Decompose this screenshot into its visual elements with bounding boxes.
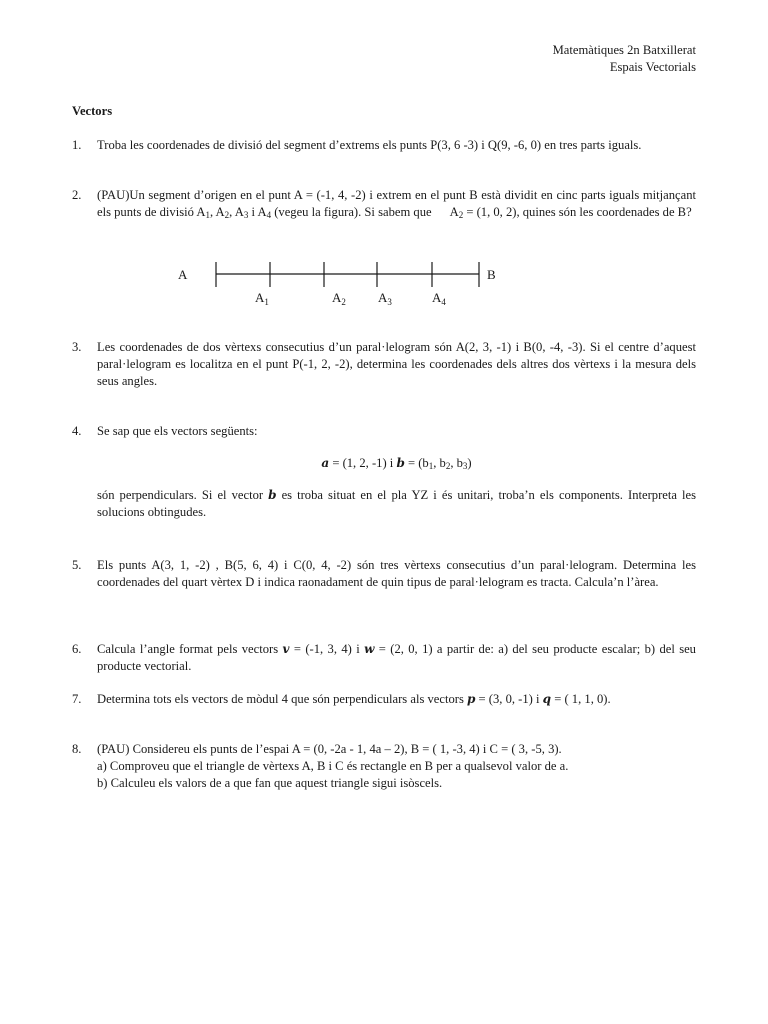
problem-2 bbox=[72, 187, 696, 221]
vector-b: b bbox=[396, 456, 405, 470]
label-A4: $A_4$ bbox=[432, 290, 446, 307]
label-A1: $A_1$ bbox=[255, 290, 269, 307]
part-a: a) Comproveu que el triangle de vèrtexs A, B i C és rectangle en B per a qualsevol valor de a. bbox=[97, 759, 569, 773]
section-title: Vectors bbox=[72, 104, 113, 118]
problem-number: 1. bbox=[72, 138, 82, 152]
problem-text: són perpendiculars. Si el vector b es troba situat en el pla YZ i és unitari, troba’n els components. Interpreta les solucions obtingudes. bbox=[97, 488, 697, 519]
problem-1 bbox=[72, 137, 696, 154]
vector-q: q bbox=[542, 692, 552, 706]
problem-text: Troba les coordenades de divisió del segment d’extrems els punts P(3, 6 -3) i Q(9, -6, 0) en tres parts iguals. bbox=[97, 138, 642, 152]
problem-text: Els punts A(3, 1, -2) , B(5, 6, 4) i C(0, 4, -2) són tres vèrtexs consecutius d’un paral·lelogram. Determina les coordenades del quart vèrtex D i indica raonadament de quin tipus de paral·lelogram es tracta. Calcula’n l’àrea. bbox=[97, 558, 696, 589]
problem-3 bbox=[72, 339, 696, 390]
problem-text: (PAU)Un segment d’origen en el punt A = (-1, 4, -2) i extrem en el punt B està dividit en cinc parts iguals mitjançant els punts de divisió $A_1$, $A_2$, $A_3$ i $A_4$ (vegeu la figura). Si sabem que $A_2 = (1$, 0, 2), quines són les coordenades de B? bbox=[97, 188, 696, 220]
vector-p: p bbox=[467, 692, 476, 706]
problem-number: 4. bbox=[72, 424, 82, 438]
problem-number: 6. bbox=[72, 642, 82, 656]
vector-w: w bbox=[364, 642, 375, 656]
segment-division-figure bbox=[170, 255, 510, 315]
problem-number: 8. bbox=[72, 742, 82, 756]
problem-intro: Se sap que els vectors següents: bbox=[97, 424, 258, 438]
problem-number: 2. bbox=[72, 188, 82, 202]
page-header bbox=[553, 42, 696, 76]
unit-title: Espais Vectorials bbox=[609, 60, 696, 74]
vector-v: v bbox=[282, 642, 290, 656]
problem-number: 3. bbox=[72, 340, 82, 354]
label-A: A bbox=[178, 267, 188, 282]
vector-equation: a = (1, 2, -1) i $b = (b_1$, $b_2$, $b_3$) bbox=[321, 456, 472, 471]
problem-6 bbox=[72, 641, 696, 675]
part-b: b) Calculeu els valors de a que fan que aquest triangle sigui isòscels. bbox=[97, 776, 443, 790]
problem-4 bbox=[72, 423, 696, 521]
problem-5 bbox=[72, 557, 696, 591]
course-title: Matemàtiques 2n Batxillerat bbox=[552, 43, 696, 57]
vector-a: a bbox=[321, 456, 330, 470]
problem-8 bbox=[72, 741, 696, 792]
label-A3: $A_3$ bbox=[378, 290, 392, 307]
problem-text: Les coordenades de dos vèrtexs consecutius d’un paral·lelogram són A(2, 3, -1) i B(0, -4, -3). Si el centre d’aquest paral·lelogram es localitza en el punt P(-1, 2, -2), determina les coordenades dels altres dos vèrtexs i la mesura dels seus angles. bbox=[97, 340, 696, 388]
problem-7 bbox=[72, 691, 696, 708]
label-B: B bbox=[487, 267, 496, 282]
label-A2: $A_2$ bbox=[332, 290, 346, 307]
problem-text: Calcula l’angle format pels vectors v = (-1, 3, 4) i w = (2, 0, 1) a partir de: a) del seu producte escalar; b) del seu producte vectorial. bbox=[97, 642, 696, 673]
problem-number: 7. bbox=[72, 692, 82, 706]
problem-text: Determina tots els vectors de mòdul 4 que són perpendiculars als vectors p = (3, 0, -1) i q = ( 1, 1, 0). bbox=[97, 692, 611, 706]
problem-statement: (PAU) Considereu els punts de l’espai A = (0, -2a - 1, 4a – 2), B = ( 1, -3, 4) i C = ( 3, -5, 3). bbox=[97, 742, 562, 756]
vector-b: b bbox=[268, 488, 277, 502]
problem-number: 5. bbox=[72, 558, 82, 572]
